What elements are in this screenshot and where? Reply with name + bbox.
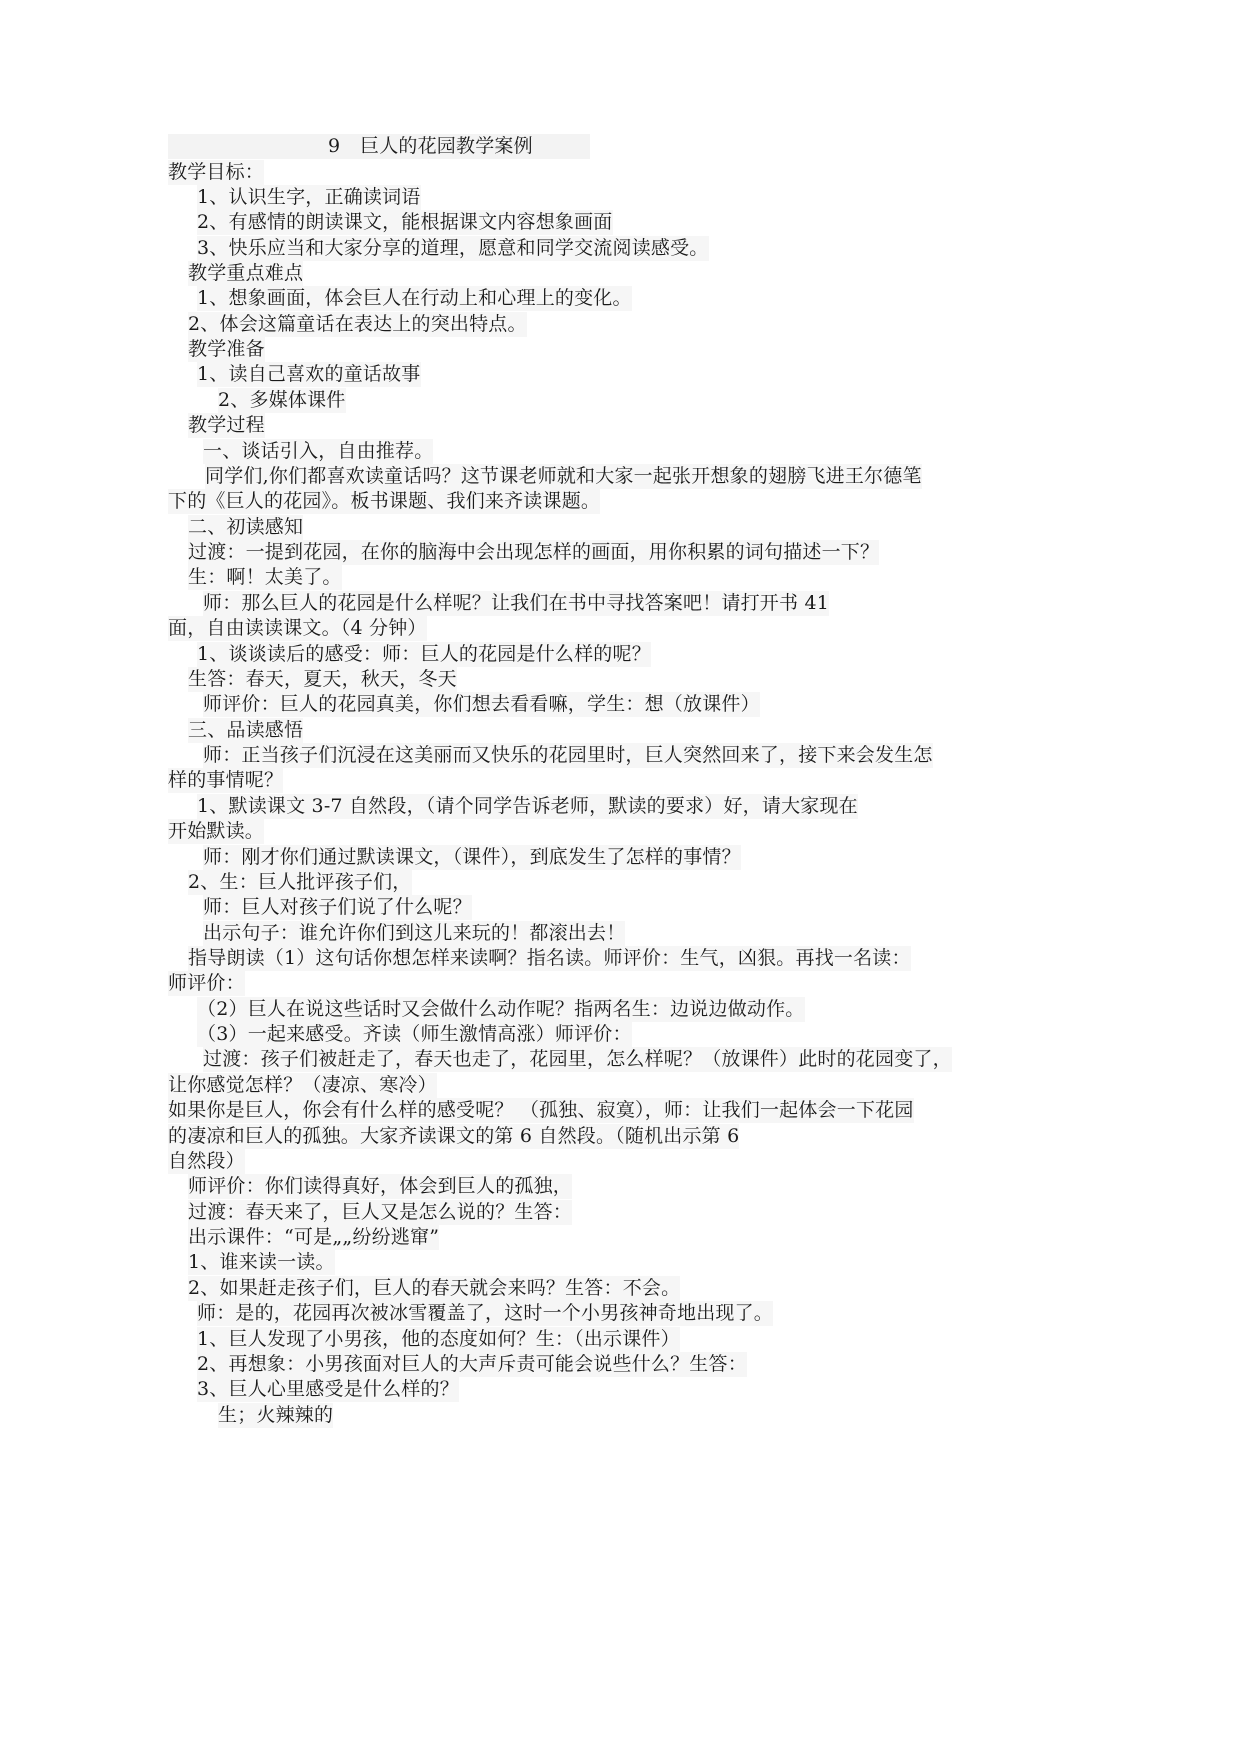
text-line: 师评价：你们读得真好，体会到巨人的孤独， — [188, 1175, 573, 1197]
text-line: 指导朗读（1）这句话你想怎样来读啊？指名读。师评价：生气，凶狠。再找一名读： — [188, 947, 911, 969]
text-line: 师：那么巨人的花园是什么样呢？让我们在书中寻找答案吧！请打开书 41 — [203, 592, 830, 614]
text-line: 让你感觉怎样？（凄凉、寒冷） — [168, 1074, 437, 1096]
text-line: 同学们,你们都喜欢读童话吗？这节课老师就和大家一起张开想象的翅膀飞进王尔德笔 — [205, 465, 922, 487]
text-line: 师评价： — [168, 972, 245, 994]
text-line: 下的《巨人的花园》。板书课题、我们来齐读课题。 — [168, 490, 601, 512]
text-line: 2、多媒体课件 — [218, 389, 346, 411]
text-line: 的凄凉和巨人的孤独。大家齐读课文的第 6 自然段。（随机出示第 6 — [168, 1125, 740, 1147]
text-line: 师：是的，花园再次被冰雪覆盖了，这时一个小男孩神奇地出现了。 — [197, 1302, 774, 1324]
text-line: 1、默读课文 3-7 自然段，（请个同学告诉老师，默读的要求）好，请大家现在 — [197, 795, 858, 817]
text-line: 如果你是巨人，你会有什么样的感受呢？ （孤独、寂寞），师：让我们一起体会一下花园 — [168, 1099, 914, 1121]
text-line: 1、认识生字，正确读词语 — [197, 186, 421, 208]
text-line: 面，自由读读课文。（4 分钟） — [168, 617, 427, 639]
text-line: 出示句子：谁允许你们到这儿来玩的！都滚出去！ — [203, 922, 626, 944]
text-line: 2、有感情的朗读课文，能根据课文内容想象画面 — [197, 211, 613, 233]
text-line: 出示课件：“可是„„纷纷逃窜” — [188, 1226, 440, 1248]
text-line: 一、谈话引入，自由推荐。 — [203, 440, 434, 462]
text-line: 3、巨人心里感受是什么样的？ — [197, 1378, 459, 1400]
text-line: 3、快乐应当和大家分享的道理，愿意和同学交流阅读感受。 — [197, 237, 709, 259]
text-line: 过渡：孩子们被赶走了，春天也走了，花园里，怎么样呢？（放课件）此时的花园变了， — [203, 1048, 952, 1070]
text-line: 1、读自己喜欢的童话故事 — [197, 363, 421, 385]
text-line: 师：刚才你们通过默读课文，（课件），到底发生了怎样的事情？ — [203, 846, 741, 868]
text-line: 1、想象画面，体会巨人在行动上和心理上的变化。 — [197, 287, 632, 309]
section-heading-process: 教学过程 — [188, 414, 265, 436]
section-heading-key-points: 教学重点难点 — [188, 262, 304, 284]
text-line: 2、再想象：小男孩面对巨人的大声斥责可能会说些什么？生答： — [197, 1353, 747, 1375]
text-line: 1、谁来读一读。 — [188, 1251, 335, 1273]
text-line: 样的事情呢？ — [168, 769, 284, 791]
lesson-number: 9 — [328, 135, 341, 157]
text-line: 师：巨人对孩子们说了什么呢？ — [203, 896, 472, 918]
text-line: 2、生：巨人批评孩子们， — [188, 871, 412, 893]
text-line: 1、谈谈读后的感受：师：巨人的花园是什么样的呢？ — [197, 643, 651, 665]
text-line: 2、体会这篇童话在表达上的突出特点。 — [188, 313, 527, 335]
section-heading-goals: 教学目标： — [168, 161, 265, 183]
text-line: 1、巨人发现了小男孩，他的态度如何？生：（出示课件） — [197, 1328, 680, 1350]
section-heading-preparation: 教学准备 — [188, 338, 265, 360]
text-line: 过渡：春天来了，巨人又是怎么说的？生答： — [188, 1201, 573, 1223]
text-line: 生答：春天，夏天，秋天，冬天 — [188, 668, 457, 690]
text-line: 三、品读感悟 — [188, 719, 304, 741]
page-title: 巨人的花园教学案例 — [360, 135, 533, 157]
text-line: 自然段） — [168, 1150, 245, 1172]
text-line: 生；火辣辣的 — [218, 1404, 334, 1426]
text-line: 师评价：巨人的花园真美，你们想去看看嘛，学生：想（放课件） — [203, 693, 760, 715]
text-line: 过渡：一提到花园，在你的脑海中会出现怎样的画面，用你积累的词句描述一下？ — [188, 541, 880, 563]
text-line: 师：正当孩子们沉浸在这美丽而又快乐的花园里时，巨人突然回来了，接下来会发生怎 — [203, 744, 933, 766]
text-line: 生：啊！太美了。 — [188, 566, 342, 588]
text-line: 2、如果赶走孩子们，巨人的春天就会来吗？生答：不会。 — [188, 1277, 681, 1299]
text-line: （3）一起来感受。齐读（师生激情高涨）师评价： — [197, 1023, 632, 1045]
text-line: 开始默读。 — [168, 820, 265, 842]
text-line: （2）巨人在说这些话时又会做什么动作呢？指两名生：边说边做动作。 — [197, 998, 805, 1020]
text-line: 二、初读感知 — [188, 516, 304, 538]
